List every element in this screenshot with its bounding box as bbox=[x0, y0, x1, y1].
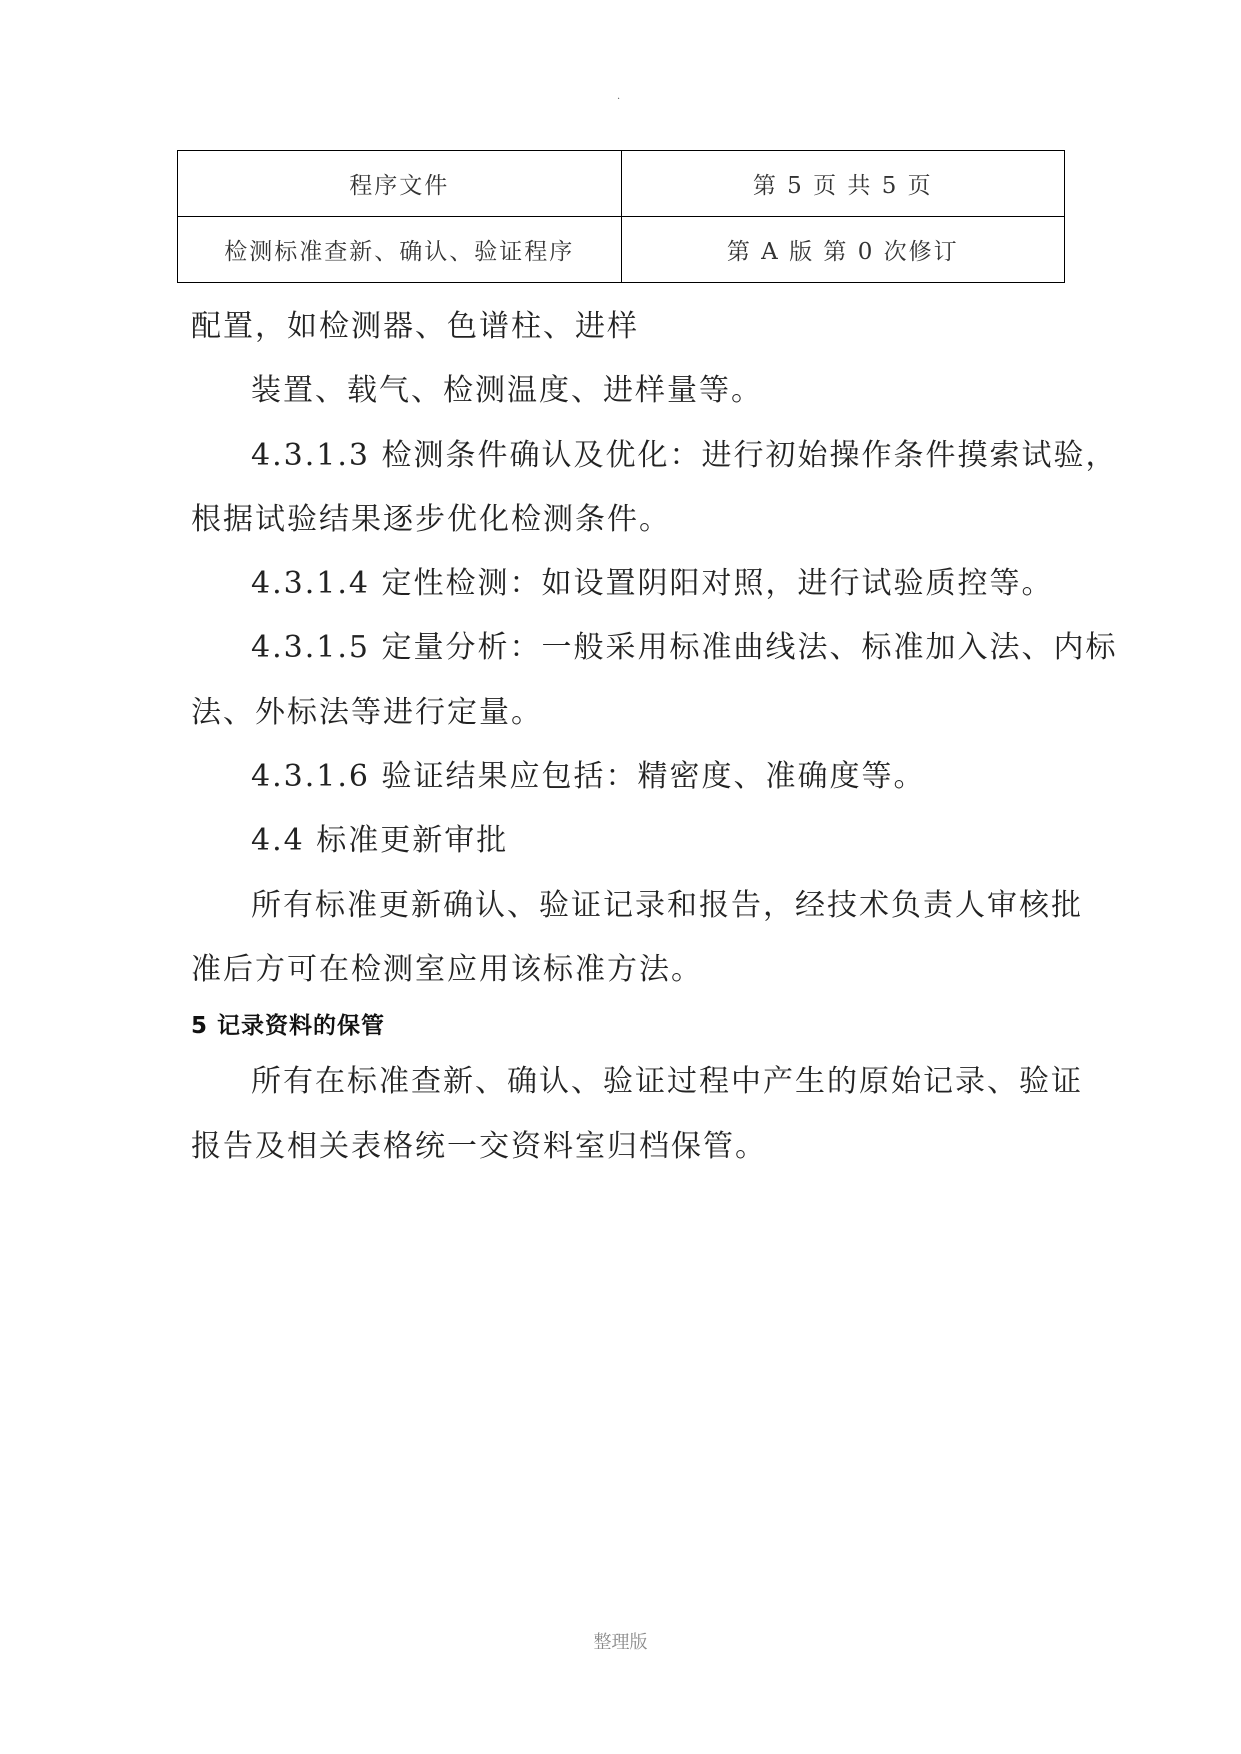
paragraph-line: 报告及相关表格统一交资料室归档保管。 bbox=[191, 1128, 767, 1164]
paragraph-line: 4.3.1.4 定性检测：如设置阴阳对照，进行试验质控等。 bbox=[251, 566, 1054, 602]
paragraph-line: 根据试验结果逐步优化检测条件。 bbox=[191, 501, 671, 537]
version-cell: 第 A 版 第 0 次修订 bbox=[621, 217, 1065, 283]
document-header-table bbox=[177, 150, 1065, 283]
paragraph-line: 4.3.1.3 检测条件确认及优化：进行初始操作条件摸索试验， bbox=[251, 437, 1118, 473]
doc-type-cell: 程序文件 bbox=[178, 151, 622, 217]
doc-title-cell: 检测标准查新、确认、验证程序 bbox=[178, 217, 622, 283]
section-subheading: 4.4 标准更新审批 bbox=[251, 823, 509, 859]
section-heading: 5 记录资料的保管 bbox=[191, 1013, 386, 1040]
paragraph-line: 4.3.1.6 验证结果应包括：精密度、准确度等。 bbox=[251, 759, 926, 795]
paragraph-line: 装置、载气、检测温度、进样量等。 bbox=[251, 373, 763, 409]
paragraph-line: 所有标准更新确认、验证记录和报告，经技术负责人审核批 bbox=[251, 887, 1083, 923]
paragraph-line: 配置，如检测器、色谱柱、进样 bbox=[191, 309, 639, 344]
page-info-cell: 第 5 页 共 5 页 bbox=[621, 151, 1065, 217]
paragraph-line: 4.3.1.5 定量分析：一般采用标准曲线法、标准加入法、内标 bbox=[251, 630, 1118, 666]
page-marker: · bbox=[617, 94, 621, 105]
paragraph-line: 所有在标准查新、确认、验证过程中产生的原始记录、验证 bbox=[251, 1064, 1083, 1100]
page-footer: 整理版 bbox=[593, 1632, 648, 1653]
document-body bbox=[191, 295, 1118, 1179]
paragraph-line: 法、外标法等进行定量。 bbox=[191, 694, 543, 730]
paragraph-line: 准后方可在检测室应用该标准方法。 bbox=[191, 951, 703, 987]
